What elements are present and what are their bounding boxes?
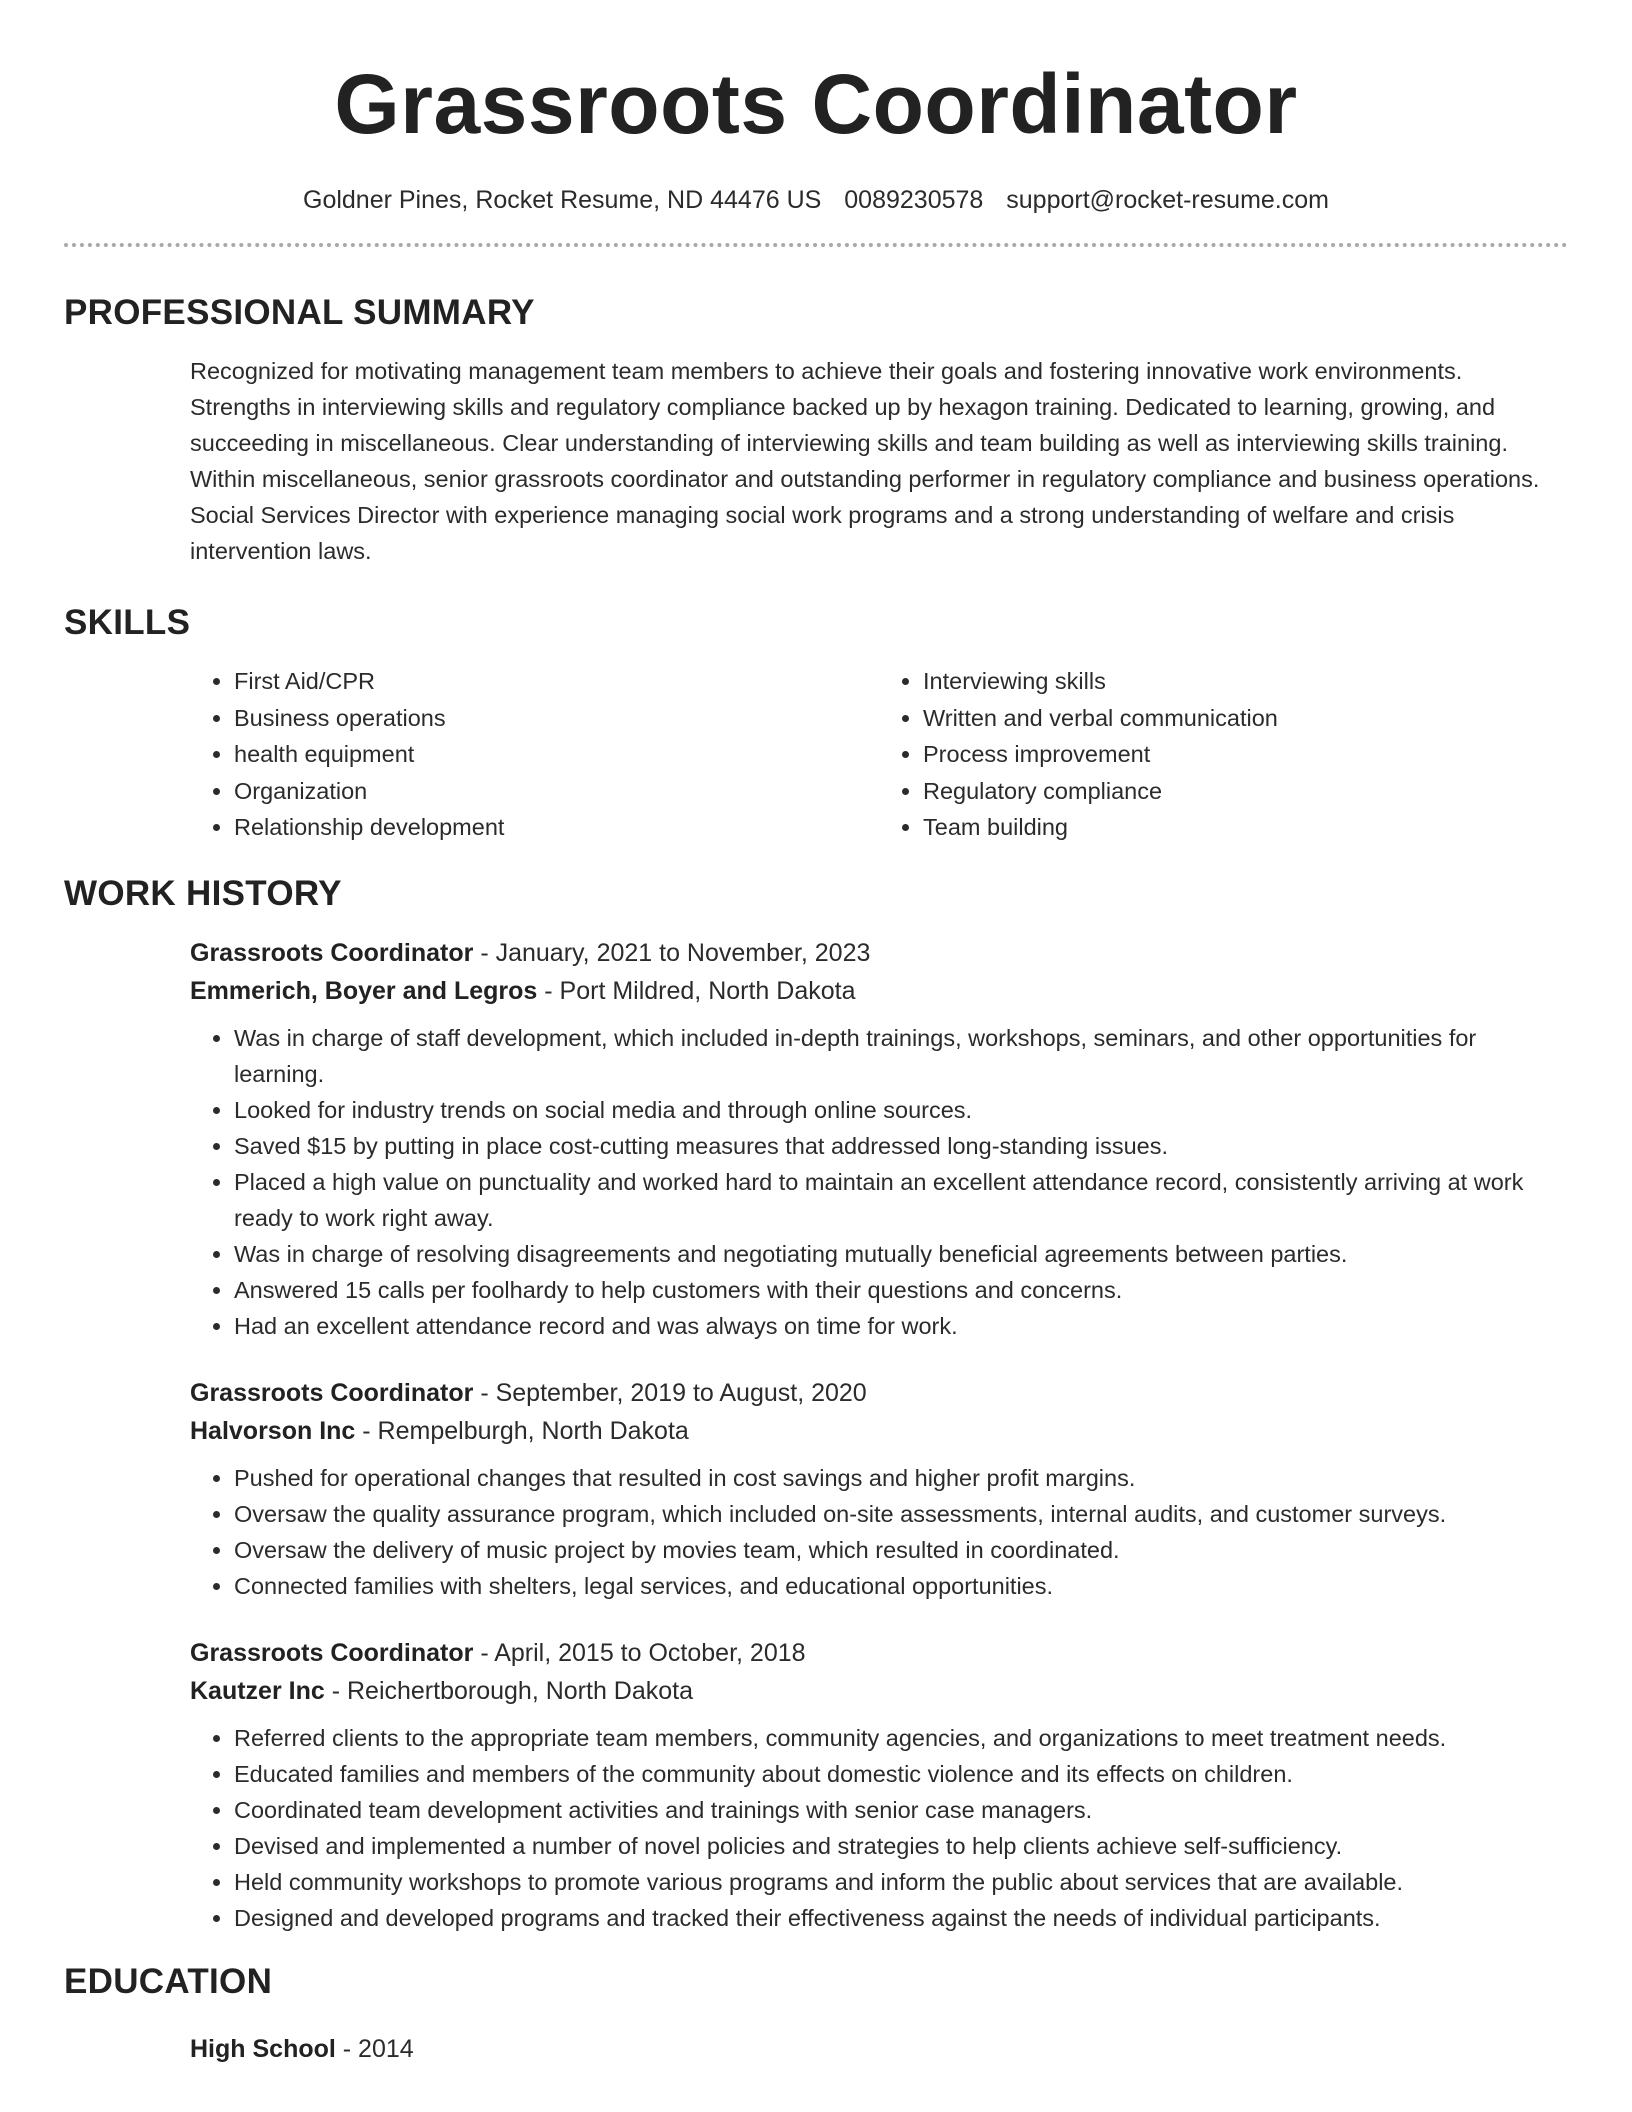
job-entry [64, 934, 1568, 1344]
job-bullet: • Educated families and members of the community about domestic violence and its effects on children. [234, 1756, 1568, 1792]
skill-item: • Written and verbal communication [923, 700, 1568, 737]
contact-email: support@rocket-resume.com [1006, 186, 1329, 214]
education-entry [64, 2030, 1568, 2068]
skill-item: • Process improvement [923, 736, 1568, 773]
job-bullet: • Held community workshops to promote various programs and inform the public about services that are available. [234, 1864, 1568, 1900]
candidate-name: Grassroots Coordinator [334, 57, 1298, 151]
job-bullet: • Devised and implemented a number of novel policies and strategies to help clients achieve self-sufficiency. [234, 1828, 1568, 1864]
job-dates: - January, 2021 to November, 2023 [473, 938, 871, 967]
job-title-line [190, 1374, 1568, 1412]
job-dates: - September, 2019 to August, 2020 [473, 1378, 867, 1407]
header-divider [64, 243, 1568, 247]
job-bullets [190, 1460, 1568, 1604]
skill-item: • Business operations [234, 700, 879, 737]
job-bullet: • Coordinated team development activities and trainings with senior case managers. [234, 1792, 1568, 1828]
skills-column-right [879, 663, 1568, 846]
education-year: - 2014 [335, 2034, 414, 2063]
job-role: Grassroots Coordinator [190, 938, 474, 967]
job-bullet: • Saved $15 by putting in place cost-cutting measures that addressed long-standing issues. [234, 1128, 1568, 1164]
job-entry [64, 1634, 1568, 1936]
job-bullet: • Oversaw the quality assurance program, which included on-site assessments, internal audits, and customer surveys. [234, 1496, 1568, 1532]
contact-phone: 0089230578 [844, 186, 984, 214]
skill-item: • First Aid/CPR [234, 663, 879, 700]
skill-item: • Relationship development [234, 809, 879, 846]
job-location: - Rempelburgh, North Dakota [355, 1416, 689, 1445]
job-bullet: • Oversaw the delivery of music project by movies team, which resulted in coordinated. [234, 1532, 1568, 1568]
contact-line [64, 186, 1568, 215]
job-bullet: • Was in charge of staff development, which included in-depth trainings, workshops, seminars, and other opportunities for learning. [234, 1020, 1568, 1092]
skill-item: • Interviewing skills [923, 663, 1568, 700]
skill-item: • Organization [234, 773, 879, 810]
job-bullet: • Had an excellent attendance record and was always on time for work. [234, 1308, 1568, 1344]
job-entry [64, 1374, 1568, 1604]
job-bullet: • Placed a high value on punctuality and worked hard to maintain an excellent attendance record, consistently arriving at work ready to work right away. [234, 1164, 1568, 1236]
job-bullet: • Designed and developed programs and tracked their effectiveness against the needs of individual participants. [234, 1900, 1568, 1936]
job-bullet: • Looked for industry trends on social media and through online sources. [234, 1092, 1568, 1128]
skills-heading: SKILLS [64, 603, 191, 642]
job-company: Halvorson Inc [190, 1416, 356, 1445]
job-bullets [190, 1720, 1568, 1936]
summary-heading: PROFESSIONAL SUMMARY [64, 293, 535, 332]
job-role: Grassroots Coordinator [190, 1378, 474, 1407]
job-role: Grassroots Coordinator [190, 1638, 474, 1667]
skill-item: • Regulatory compliance [923, 773, 1568, 810]
education-degree: High School [190, 2034, 336, 2063]
job-bullet: • Answered 15 calls per foolhardy to help customers with their questions and concerns. [234, 1272, 1568, 1308]
job-bullet: • Was in charge of resolving disagreements and negotiating mutually beneficial agreements between parties. [234, 1236, 1568, 1272]
skills-list [64, 663, 1568, 846]
work-history-heading: WORK HISTORY [64, 873, 342, 913]
job-bullet: • Connected families with shelters, legal services, and educational opportunities. [234, 1568, 1568, 1604]
skill-item: • health equipment [234, 736, 879, 773]
summary-text: Recognized for motivating management team members to achieve their goals and fostering innovative work environments. Strengths in interviewing skills and regulatory compliance backed up by hexagon training. Dedicated to learning, growing, and succeeding in miscellaneous. Clear understanding of interviewing skills and team building as well as interviewing skills training. Within miscellaneous, senior grassroots coordinator and outstanding performer in regulatory compliance and business operations. Social Services Director with experience managing social work programs and a strong understanding of welfare and crisis intervention laws. [190, 358, 1540, 564]
job-company-line [190, 972, 1568, 1010]
job-title-line [190, 1634, 1568, 1672]
skills-column-left [190, 663, 879, 846]
job-title-line [190, 934, 1568, 972]
job-dates: - April, 2015 to October, 2018 [473, 1638, 806, 1667]
job-company-line [190, 1672, 1568, 1710]
job-company: Kautzer Inc [190, 1676, 325, 1705]
job-bullets [190, 1020, 1568, 1344]
contact-address: Goldner Pines, Rocket Resume, ND 44476 US [303, 186, 822, 214]
job-bullet: • Referred clients to the appropriate team members, community agencies, and organizations to meet treatment needs. [234, 1720, 1568, 1756]
skill-item: • Team building [923, 809, 1568, 846]
job-location: - Reichertborough, North Dakota [324, 1676, 694, 1705]
job-company-line [190, 1412, 1568, 1450]
job-bullet: • Pushed for operational changes that resulted in cost savings and higher profit margins. [234, 1460, 1568, 1496]
education-heading: EDUCATION [64, 1961, 273, 2001]
job-location: - Port Mildred, North Dakota [537, 976, 856, 1005]
job-company: Emmerich, Boyer and Legros [190, 976, 538, 1005]
